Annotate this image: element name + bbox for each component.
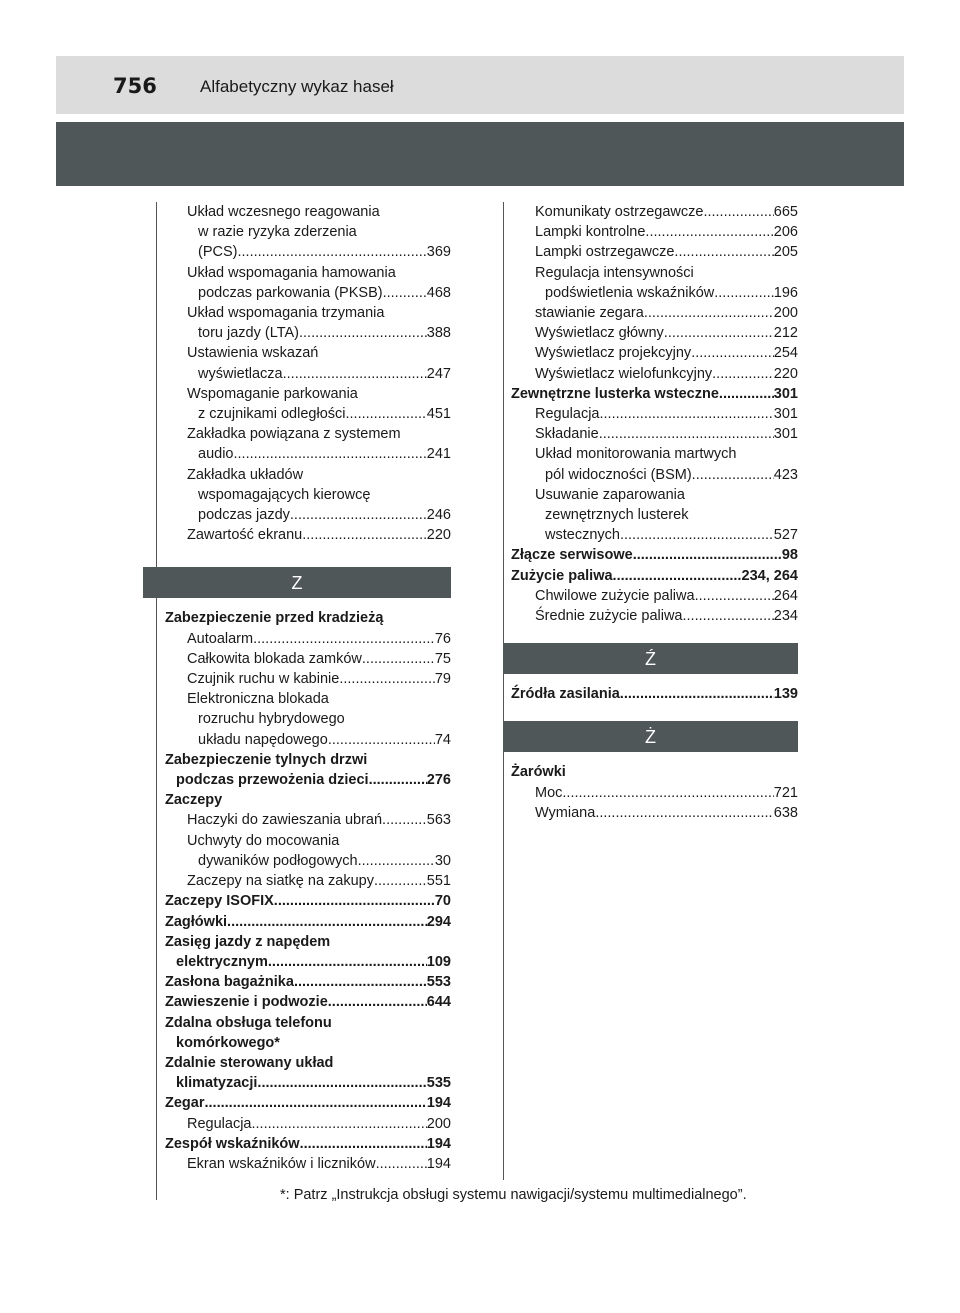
- entry-label: audio: [198, 446, 234, 463]
- entry-page-number: 423: [773, 466, 798, 483]
- dot-leader: [620, 525, 774, 545]
- entry-label: wyświetlacza: [198, 365, 283, 382]
- entry-page-number: 551: [426, 873, 451, 890]
- index-entry: [165, 1093, 451, 1113]
- entry-label: Zawieszenie i podwozie: [165, 994, 328, 1011]
- entry-page-number: 527: [773, 527, 798, 544]
- index-entry: [165, 525, 451, 545]
- dot-leader: [703, 202, 773, 222]
- entry-page-number: 721: [773, 784, 798, 801]
- entry-label: Czujnik ruchu w kabinie: [187, 671, 340, 688]
- dot-leader: [600, 404, 774, 424]
- dot-leader: [268, 952, 427, 972]
- entry-label: Komunikaty ostrzegawcze: [535, 204, 704, 220]
- index-entry-label: Uchwyty do mocowania: [187, 832, 340, 849]
- dot-leader: [620, 684, 774, 704]
- entry-page-number: 196: [773, 284, 798, 301]
- dot-leader: [683, 606, 774, 626]
- dot-leader: [274, 891, 435, 911]
- index-entry: [165, 972, 451, 992]
- index-entry-label: Zdalna obsługa telefonu: [165, 1014, 332, 1031]
- entry-page-number: 70: [434, 893, 451, 910]
- section-letter: Ź: [645, 648, 656, 669]
- dot-leader: [645, 222, 773, 242]
- entry-page-number: 200: [426, 1115, 451, 1132]
- section-header-z: [143, 567, 451, 598]
- entry-page-number: 76: [434, 630, 451, 647]
- section-header-z-acute: [503, 643, 798, 674]
- footnote: *: Patrz „Instrukcja obsługi systemu nawigacji/systemu multimedialnego”.: [280, 1187, 747, 1203]
- index-entry-label: Układ monitorowania martwych: [535, 446, 737, 463]
- index-entry: [165, 669, 451, 689]
- index-entry: [165, 912, 451, 932]
- index-entry: [165, 364, 451, 384]
- left-top-entries: [165, 202, 451, 545]
- dot-leader: [369, 770, 427, 790]
- index-entry-label: wspomagających kierowcę: [198, 486, 371, 503]
- index-entry: [511, 242, 798, 262]
- dot-leader: [383, 283, 427, 303]
- index-entry-label: w razie ryzyka zderzenia: [198, 224, 357, 241]
- dot-leader: [376, 1154, 427, 1174]
- entry-label: Wyświetlacz wielofunkcyjny: [535, 365, 713, 382]
- right-top-entries: [511, 202, 798, 626]
- dot-leader: [339, 669, 435, 689]
- entry-label: podświetlenia wskaźników: [545, 284, 715, 301]
- index-entry-label: Układ wczesnego reagowania: [187, 204, 380, 220]
- index-entry: [511, 202, 798, 222]
- dot-leader: [613, 566, 742, 586]
- index-entry: [165, 1134, 451, 1154]
- entry-label: podczas przewożenia dzieci: [176, 772, 369, 789]
- entry-page-number: 563: [426, 812, 451, 829]
- entry-page-number: 220: [426, 527, 451, 544]
- index-entry-label: Zdalnie sterowany układ: [165, 1054, 334, 1071]
- entry-page-number: 30: [434, 852, 451, 869]
- entry-label: Zegar: [165, 1095, 205, 1112]
- index-entry: [165, 770, 451, 790]
- entry-page-number: 194: [426, 1155, 451, 1172]
- dot-leader: [358, 851, 435, 871]
- entry-page-number: 301: [773, 385, 798, 402]
- entry-label: Zewnętrzne lusterka wsteczne: [511, 385, 719, 402]
- entry-label: Średnie zużycie paliwa: [535, 608, 683, 625]
- entry-page-number: 220: [773, 365, 798, 382]
- entry-page-number: 388: [426, 325, 451, 342]
- index-entry: [165, 730, 451, 750]
- dot-leader: [382, 810, 427, 830]
- index-entry: [511, 364, 798, 384]
- index-entry: [511, 222, 798, 242]
- entry-page-number: 276: [426, 772, 451, 789]
- entry-page-number: 205: [773, 244, 798, 261]
- entry-label: Chwilowe zużycie paliwa: [535, 587, 695, 604]
- entry-page-number: 75: [434, 650, 451, 667]
- entry-page-number: 294: [426, 913, 451, 930]
- entry-label: Wymiana: [535, 804, 596, 821]
- index-entry-label: Elektroniczna blokada: [187, 691, 329, 708]
- index-entry-label: komórkowego*: [176, 1034, 280, 1051]
- index-entry: [165, 242, 451, 262]
- dot-leader: [300, 1134, 427, 1154]
- entry-label: pól widoczności (BSM): [545, 466, 692, 483]
- index-entry-label: Układ wspomagania trzymania: [187, 305, 385, 322]
- index-column-right: [511, 202, 798, 823]
- dot-leader: [252, 1114, 427, 1134]
- entry-label: Wyświetlacz projekcyjny: [535, 345, 692, 362]
- entry-page-number: 638: [773, 804, 798, 821]
- index-entry: [511, 545, 798, 565]
- entry-page-number: 234, 264: [741, 567, 798, 584]
- entry-label: Moc: [535, 784, 563, 801]
- index-entry: [511, 343, 798, 363]
- entry-label: Ekran wskaźników i liczników: [187, 1155, 376, 1172]
- dot-leader: [299, 323, 427, 343]
- entry-label: podczas parkowania (PKSB): [198, 284, 383, 301]
- dot-leader: [294, 972, 427, 992]
- entry-page-number: 301: [773, 406, 798, 423]
- entry-label: wstecznych: [545, 527, 620, 544]
- entry-label: Autoalarm: [187, 630, 254, 647]
- column-divider: [503, 202, 504, 1180]
- entry-label: podczas jazdy: [198, 507, 290, 524]
- dot-leader: [595, 803, 773, 823]
- entry-page-number: 212: [773, 325, 798, 342]
- dot-leader: [253, 629, 435, 649]
- entry-label: Zaczepy ISOFIX: [165, 893, 274, 910]
- index-entry: [511, 803, 798, 823]
- dot-leader: [257, 1073, 426, 1093]
- dot-leader: [633, 545, 782, 565]
- index-entry-label: Wspomaganie parkowania: [187, 385, 358, 402]
- index-entry: [165, 871, 451, 891]
- dot-leader: [328, 730, 435, 750]
- section-letter: Ż: [645, 726, 656, 747]
- entry-page-number: 109: [426, 953, 451, 970]
- entry-label: Źródła zasilania: [511, 686, 620, 703]
- entry-page-number: 451: [426, 406, 451, 423]
- entry-page-number: 194: [426, 1095, 451, 1112]
- z-entries: [165, 608, 451, 1174]
- entry-label: Haczyki do zawieszania ubrań: [187, 812, 383, 829]
- entry-label: Zespół wskaźników: [165, 1135, 300, 1152]
- dot-leader: [227, 912, 427, 932]
- dot-leader: [714, 283, 774, 303]
- dot-leader: [362, 649, 435, 669]
- dot-leader: [692, 465, 774, 485]
- index-entry-label: Zabezpieczenie przed kradzieżą: [165, 610, 384, 627]
- entry-label: Zużycie paliwa: [511, 567, 613, 584]
- page-title: Alfabetyczny wykaz haseł: [200, 77, 394, 96]
- entry-label: Lampki ostrzegawcze: [535, 244, 675, 261]
- index-entry: [511, 525, 798, 545]
- entry-label: elektrycznym: [176, 953, 268, 970]
- index-entry: [165, 283, 451, 303]
- entry-page-number: 468: [426, 284, 451, 301]
- index-entry: [165, 952, 451, 972]
- entry-label: Składanie: [535, 426, 599, 443]
- entry-label: Zawartość ekranu: [187, 527, 303, 544]
- dot-leader: [691, 343, 774, 363]
- entry-label: układu napędowego: [198, 731, 328, 748]
- index-entry: [165, 649, 451, 669]
- index-entry-label: Zakładka powiązana z systemem: [187, 426, 401, 443]
- entry-label: Zagłówki: [165, 913, 228, 930]
- dot-leader: [233, 444, 426, 464]
- index-entry-label: Zasięg jazdy z napędem: [165, 933, 331, 950]
- index-entry-label: zewnętrznych lusterek: [545, 507, 689, 524]
- entry-page-number: 665: [773, 204, 798, 220]
- index-entry-label: Zakładka układów: [187, 466, 304, 483]
- index-entry: [165, 323, 451, 343]
- index-entry: [165, 1114, 451, 1134]
- index-entry: [165, 1073, 451, 1093]
- dot-leader: [205, 1093, 427, 1113]
- entry-page-number: 264: [773, 587, 798, 604]
- section-banner: [56, 122, 904, 186]
- dot-leader: [302, 525, 427, 545]
- index-entry: [165, 505, 451, 525]
- entry-label: Zaczepy na siatkę na zakupy: [187, 873, 374, 890]
- entry-page-number: 247: [426, 365, 451, 382]
- section-letter: Z: [291, 572, 303, 593]
- index-entry: [511, 465, 798, 485]
- index-entry: [165, 404, 451, 424]
- index-entry: [165, 1154, 451, 1174]
- entry-page-number: 535: [426, 1075, 451, 1092]
- index-entry: [511, 424, 798, 444]
- left-margin-rule: [156, 202, 157, 1200]
- index-entry: [511, 606, 798, 626]
- entry-label: Zasłona bagażnika: [165, 974, 294, 991]
- entry-page-number: 206: [773, 224, 798, 241]
- index-entry: [511, 586, 798, 606]
- dot-leader: [283, 364, 427, 384]
- entry-label: klimatyzacji: [176, 1075, 258, 1092]
- entry-page-number: 369: [426, 244, 451, 261]
- entry-label: stawianie zegara: [535, 305, 644, 322]
- dot-leader: [695, 586, 774, 606]
- entry-page-number: 194: [426, 1135, 451, 1152]
- entry-label: z czujnikami odległości: [198, 406, 346, 423]
- index-entry: [165, 851, 451, 871]
- entry-label: Lampki kontrolne: [535, 224, 646, 241]
- dot-leader: [345, 404, 426, 424]
- index-entry: [165, 891, 451, 911]
- z-acute-entries: [511, 684, 798, 704]
- dot-leader: [674, 242, 773, 262]
- z-dot-entries: [511, 762, 798, 823]
- section-header-z-dot: [503, 721, 798, 752]
- entry-page-number: 74: [434, 731, 451, 748]
- dot-leader: [599, 424, 774, 444]
- index-entry: [511, 783, 798, 803]
- entry-page-number: 98: [781, 547, 798, 564]
- entry-page-number: 254: [773, 345, 798, 362]
- index-entry: [165, 444, 451, 464]
- entry-label: Wyświetlacz główny: [535, 325, 664, 342]
- entry-page-number: 246: [426, 507, 451, 524]
- index-entry-label: Zabezpieczenie tylnych drzwi: [165, 751, 368, 768]
- index-entry-label: Ustawienia wskazań: [187, 345, 319, 362]
- index-column-left: [165, 202, 451, 1174]
- entry-label: Regulacja: [535, 406, 600, 423]
- dot-leader: [328, 992, 427, 1012]
- index-entry: [511, 323, 798, 343]
- entry-label: Regulacja: [187, 1115, 252, 1132]
- index-entry-label: Zaczepy: [165, 792, 223, 809]
- index-entry: [511, 283, 798, 303]
- dot-leader: [712, 364, 774, 384]
- index-entry-label: Regulacja intensywności: [535, 264, 694, 281]
- dot-leader: [719, 384, 774, 404]
- index-entry-label: Układ wspomagania hamowania: [187, 264, 396, 281]
- dot-leader: [237, 242, 426, 262]
- entry-label: toru jazdy (LTA): [198, 325, 299, 342]
- index-entry-label: Żarówki: [511, 764, 566, 781]
- index-entry: [165, 810, 451, 830]
- entry-page-number: 644: [426, 994, 451, 1011]
- entry-page-number: 200: [773, 305, 798, 322]
- entry-page-number: 234: [773, 608, 798, 625]
- page-number: 756: [113, 74, 157, 98]
- entry-page-number: 301: [773, 426, 798, 443]
- dot-leader: [290, 505, 427, 525]
- entry-page-number: 79: [434, 671, 451, 688]
- index-entry: [165, 629, 451, 649]
- entry-label: (PCS): [198, 244, 238, 261]
- index-entry: [511, 303, 798, 323]
- index-entry: [511, 404, 798, 424]
- index-entry: [165, 992, 451, 1012]
- header-band: [56, 56, 904, 114]
- entry-label: dywaników podłogowych: [198, 852, 358, 869]
- dot-leader: [374, 871, 427, 891]
- dot-leader: [562, 783, 773, 803]
- index-entry: [511, 384, 798, 404]
- dot-leader: [644, 303, 774, 323]
- entry-label: Złącze serwisowe: [511, 547, 633, 564]
- index-entry: [511, 566, 798, 586]
- index-entry-label: Usuwanie zaparowania: [535, 486, 685, 503]
- index-entry-label: rozruchu hybrydowego: [198, 711, 345, 728]
- entry-label: Całkowita blokada zamków: [187, 650, 362, 667]
- entry-page-number: 241: [426, 446, 451, 463]
- index-entry: [511, 684, 798, 704]
- entry-page-number: 553: [426, 974, 451, 991]
- entry-page-number: 139: [773, 686, 798, 703]
- dot-leader: [664, 323, 774, 343]
